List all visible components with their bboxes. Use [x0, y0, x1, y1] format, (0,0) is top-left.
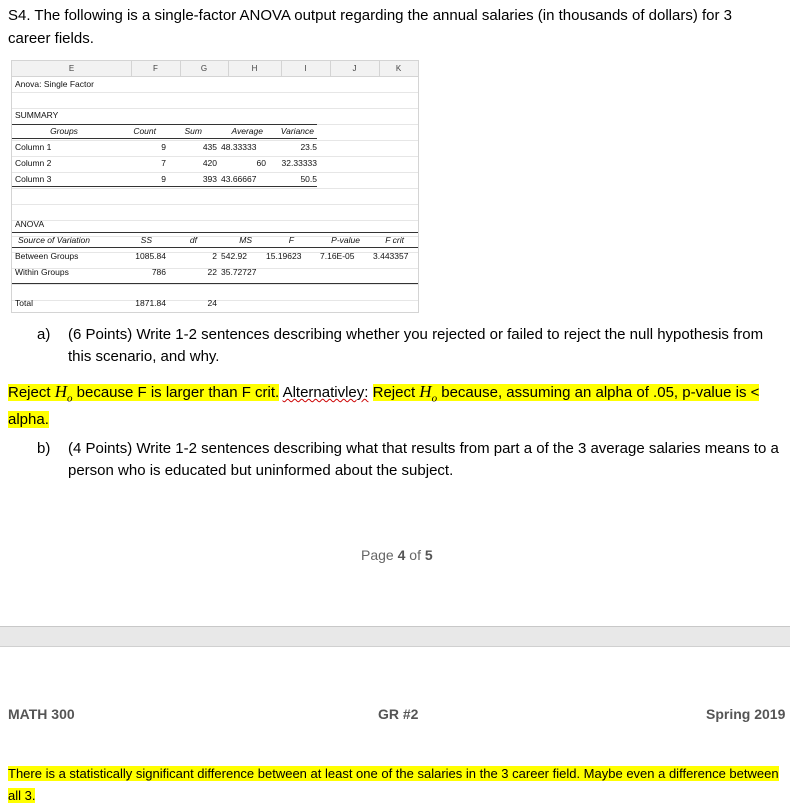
summary-sum: 435 [202, 142, 217, 152]
summary-variance: 50.5 [300, 174, 317, 184]
answer-a-reject-alt: Reject [372, 384, 420, 401]
summary-variance: 23.5 [300, 142, 317, 152]
summary-header-variance: Variance [280, 126, 314, 136]
column-header-g: G [180, 61, 228, 77]
answer-a-reason: because F is larger than F crit. [72, 384, 280, 401]
column-header-j: J [330, 61, 379, 77]
part-b-marker: b) [37, 440, 51, 457]
column-header-k: K [379, 61, 418, 77]
anova-between-label: Between Groups [15, 251, 79, 261]
anova-between-ss: 1085.84 [135, 251, 166, 261]
anova-between-p-value: 7.16E-05 [320, 251, 355, 261]
summary-group-name: Column 1 [15, 142, 52, 152]
answer-a [8, 381, 784, 430]
anova-between-f: 15.19623 [266, 251, 302, 261]
anova-total-label: Total [15, 298, 33, 308]
part-a-marker: a) [37, 326, 51, 343]
anova-between-f-crit: 3.443357 [373, 251, 409, 261]
summary-group-name: Column 3 [15, 174, 52, 184]
null-hypothesis-symbol: $H_o$ [419, 382, 438, 405]
anova-header-df: df [189, 235, 197, 245]
summary-header-average: Average [231, 126, 263, 136]
anova-header-f-crit: F crit [385, 235, 404, 245]
column-header-h: H [228, 61, 281, 77]
summary-sum: 420 [202, 158, 217, 168]
anova-label: ANOVA [15, 219, 45, 229]
summary-group-name: Column 2 [15, 158, 52, 168]
column-header-i: I [281, 61, 330, 77]
anova-between-ms: 542.92 [221, 251, 247, 261]
anova-between-df: 2 [212, 251, 217, 261]
answer-a-alternative-label: Alternativley: [282, 384, 369, 401]
anova-within-df: 22 [207, 267, 217, 277]
answer-a-reason-alt: because, assuming an alpha of .05, p-value is < [437, 384, 760, 401]
summary-header-count: Count [133, 126, 156, 136]
question-title: S4. The following is a single-factor ANOVA output regarding the annual salaries (in thousands of dollars) for 3 career fields. [8, 7, 733, 47]
summary-header-groups: Groups [50, 126, 78, 136]
page-number: Page 4 of 5 [361, 547, 433, 563]
sheet-heading: Anova: Single Factor [15, 79, 94, 89]
summary-average: 60 [256, 158, 266, 168]
summary-count: 9 [161, 174, 166, 184]
anova-total-df: 24 [207, 298, 217, 308]
summary-header-sum: Sum [184, 126, 202, 136]
footer-course: MATH 300 [8, 706, 75, 722]
footer-assignment: GR #2 [378, 706, 419, 722]
column-header-e: E [12, 61, 131, 77]
summary-sum: 393 [202, 174, 217, 184]
answer-a-reject: Reject [8, 384, 55, 401]
anova-within-ss: 786 [151, 267, 166, 277]
answer-b: There is a statistically significant difference between at least one of the salaries in the 3 career field. Maybe even a difference between all 3. [8, 766, 779, 803]
part-a-text: (6 Points) Write 1-2 sentences describing whether you rejected or failed to reject the null hypothesis from this scenario, and why. [68, 326, 764, 365]
footer-term: Spring 2019 [706, 706, 786, 722]
summary-count: 9 [161, 142, 166, 152]
column-header-f: F [131, 61, 180, 77]
part-b-text: (4 Points) Write 1-2 sentences describing what that results from part a of the 3 average salaries means to a person who is educated but uninformed about the subject. [68, 440, 779, 479]
anova-header-f: F [288, 235, 294, 245]
anova-total-ss: 1871.84 [135, 298, 166, 308]
summary-average: 43.66667 [221, 174, 257, 184]
answer-a-alpha: alpha. [8, 411, 49, 429]
summary-variance: 32.33333 [281, 158, 317, 168]
anova-within-ms: 35.72727 [221, 267, 257, 277]
anova-within-label: Within Groups [15, 267, 69, 277]
anova-header-source: Source of Variation [18, 235, 90, 245]
anova-header-p-value: P-value [331, 235, 360, 245]
summary-count: 7 [161, 158, 166, 168]
null-hypothesis-symbol: $H_o$ [54, 382, 73, 405]
anova-header-ms: MS [239, 235, 252, 245]
page-separator [0, 626, 790, 647]
summary-label: SUMMARY [15, 110, 59, 120]
summary-average: 48.33333 [221, 142, 257, 152]
anova-header-ss: SS [140, 235, 152, 245]
anova-spreadsheet [11, 60, 419, 313]
